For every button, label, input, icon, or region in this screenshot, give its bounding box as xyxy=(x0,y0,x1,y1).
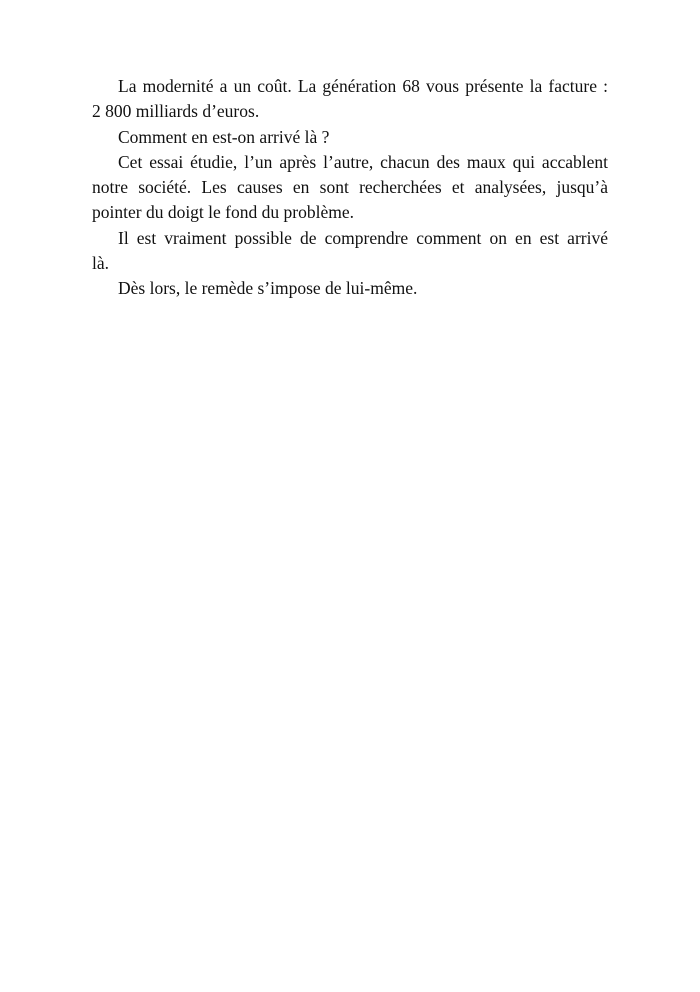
text-line: notre société. Les causes en sont recherchées et analysées, jusqu’à xyxy=(92,177,608,198)
text-line: Comment en est-on arrivé là ? xyxy=(118,126,330,147)
text-line: 2 800 milliards d’euros. xyxy=(92,101,260,122)
body-text xyxy=(92,74,608,302)
text-line: Cet essai étudie, l’un après l’autre, chacun des maux qui accablent xyxy=(118,151,608,172)
text-line: pointer du doigt le fond du problème. xyxy=(92,202,354,223)
paragraph-3 xyxy=(92,150,608,226)
paragraph-1 xyxy=(92,74,608,125)
paragraph-5 xyxy=(92,276,608,301)
text-line: La modernité a un coût. La génération 68 vous présente la facture : xyxy=(118,76,608,96)
text-line: Il est vraiment possible de comprendre comment on en est arrivé xyxy=(118,227,608,248)
paragraph-2 xyxy=(92,125,608,150)
paragraph-4 xyxy=(92,226,608,277)
text-line: là. xyxy=(92,253,110,274)
text-line: Dès lors, le remède s’impose de lui-même. xyxy=(118,278,418,299)
